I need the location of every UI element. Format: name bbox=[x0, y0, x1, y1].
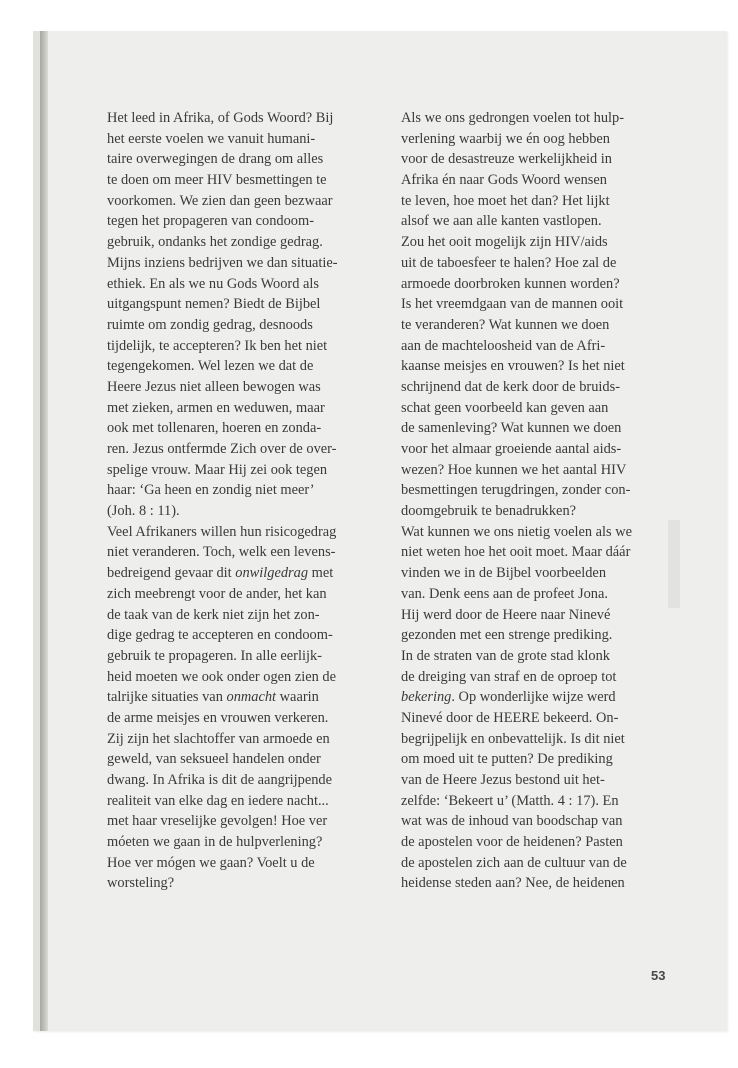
right-column-line: voor het almaar groeiende aantal aids- bbox=[401, 441, 622, 457]
italic-word: onwilgedrag bbox=[235, 565, 309, 582]
right-column-line: heidense steden aan? Nee, de heidenen bbox=[401, 875, 625, 892]
right-column-line: Als we ons gedrongen voelen tot hulp- bbox=[401, 110, 625, 126]
right-column-line: verlening waarbij we én oog hebben bbox=[401, 130, 610, 147]
right-column-line: schrijnend dat de kerk door de bruids- bbox=[401, 378, 620, 395]
right-column-line: besmettingen terugdringen, zonder con- bbox=[401, 482, 631, 499]
right-column-line: uit de taboesfeer te halen? Hoe zal de bbox=[401, 254, 617, 271]
left-column-line: ook met tollenaren, hoeren en zonda- bbox=[107, 420, 322, 437]
left-column-line: de arme meisjes en vrouwen verkeren. bbox=[107, 709, 329, 726]
right-column-line: schat geen voorbeeld kan geven aan bbox=[401, 399, 609, 416]
left-column-line: dige gedrag te accepteren en condoom- bbox=[107, 627, 333, 644]
left-column-line: ethiek. En als we nu Gods Woord als bbox=[107, 275, 320, 292]
left-column-line: talrijke situaties van onmacht waarin bbox=[107, 689, 319, 706]
left-column-line: haar: ‘Ga heen en zondig niet meer’ bbox=[107, 482, 315, 499]
right-column-line: aan de machteloosheid van de Afri- bbox=[401, 337, 606, 354]
left-column-line: bedreigend gevaar dit onwilgedrag met bbox=[107, 565, 334, 582]
left-column-line: taire overwegingen de drang om alles bbox=[107, 151, 324, 168]
left-column-line: Het leed in Afrika, of Gods Woord? Bij bbox=[107, 110, 334, 126]
right-column-line: voor de desastreuze werkelijkheid in bbox=[401, 151, 612, 168]
right-column-line: doomgebruik te benadrukken? bbox=[401, 503, 577, 520]
right-column-line: te leven, hoe moet het dan? Het lijkt bbox=[401, 192, 610, 209]
left-column-line: met haar vreselijke gevolgen! Hoe ver bbox=[107, 813, 328, 830]
left-column-line: realiteit van elke dag en iedere nacht... bbox=[107, 792, 329, 809]
book-binding bbox=[40, 31, 48, 1031]
left-column-line: gebruik, ondanks het zondige gedrag. bbox=[107, 234, 323, 251]
show-through-mark bbox=[668, 520, 680, 608]
left-column-line: tegen het propageren van condoom- bbox=[107, 213, 314, 230]
right-column-line: de apostelen zich aan de cultuur van de bbox=[401, 854, 627, 871]
right-column-line: van. Denk eens aan de profeet Jona. bbox=[401, 585, 608, 602]
right-column-line: alsof we aan alle kanten vastlopen. bbox=[401, 213, 602, 230]
right-column-line: armoede doorbroken kunnen worden? bbox=[401, 275, 620, 292]
right-column-line: niet weten hoe het ooit moet. Maar dáár bbox=[401, 544, 631, 561]
right-column-line: wezen? Hoe kunnen we het aantal HIV bbox=[401, 461, 627, 478]
left-column-line: tijdelijk, te accepteren? Ik ben het niet bbox=[107, 337, 328, 354]
right-column-line: gezonden met een strenge prediking. bbox=[401, 627, 613, 644]
left-column-line: (Joh. 8 : 11). bbox=[107, 503, 180, 520]
left-column-line: Heere Jezus niet alleen bewogen was bbox=[107, 378, 321, 395]
left-column-line: niet veranderen. Toch, welk een levens- bbox=[107, 544, 336, 561]
right-column-line: Afrika én naar Gods Woord wensen bbox=[401, 172, 607, 189]
left-column-line: te doen om meer HIV besmettingen te bbox=[107, 172, 327, 189]
right-column-line: Hij werd door de Heere naar Ninevé bbox=[401, 606, 611, 623]
right-column-line: kaanse meisjes en vrouwen? Is het niet bbox=[401, 358, 625, 375]
right-column-line: Ninevé door de HEERE bekeerd. On- bbox=[401, 709, 619, 726]
left-column-line: de taak van de kerk niet zijn het zon- bbox=[107, 606, 320, 623]
right-column-line: Is het vreemdgaan van de mannen ooit bbox=[401, 296, 624, 313]
left-column-line: Mijns inziens bedrijven we dan situatie- bbox=[107, 254, 338, 271]
right-column-line: om moed uit te putten? De prediking bbox=[401, 751, 613, 768]
left-column-line: het eerste voelen we vanuit humani- bbox=[107, 130, 316, 147]
left-text-column bbox=[107, 108, 377, 894]
left-column-line: dwang. In Afrika is dit de aangrijpende bbox=[107, 772, 332, 788]
left-column-line: gebruik te propageren. In alle eerlijk- bbox=[107, 647, 322, 664]
left-column-line: ren. Jezus ontfermde Zich over de over- bbox=[107, 441, 337, 457]
right-column-line: Wat kunnen we ons nietig voelen als we bbox=[401, 523, 633, 540]
left-column-line: móeten we gaan in de hulpverlening? bbox=[107, 834, 323, 851]
left-column-line: spelige vrouw. Maar Hij zei ook tegen bbox=[107, 461, 328, 478]
left-column-line: geweld, van seksueel handelen onder bbox=[107, 751, 321, 768]
right-column-line: wat was de inhoud van boodschap van bbox=[401, 813, 623, 830]
right-column-line: van de Heere Jezus bestond uit het- bbox=[401, 772, 605, 788]
left-column-line: Hoe ver mógen we gaan? Voelt u de bbox=[107, 854, 315, 871]
right-column-line: de dreiging van straf en de oproep tot bbox=[401, 668, 617, 685]
italic-word: bekering bbox=[401, 689, 452, 706]
right-column-line: begrijpelijk en onbevattelijk. Is dit niet bbox=[401, 730, 625, 747]
right-column-line: te veranderen? Wat kunnen we doen bbox=[401, 316, 610, 333]
left-column-line: worsteling? bbox=[107, 875, 175, 892]
left-column-line: zich meebrengt voor de ander, het kan bbox=[107, 585, 327, 602]
right-column-line: vinden we in de Bijbel voorbeelden bbox=[401, 565, 607, 582]
right-column-line: de apostelen voor de heidenen? Pasten bbox=[401, 834, 623, 851]
right-column-line: bekering. Op wonderlijke wijze werd bbox=[401, 689, 616, 706]
right-column-line: zelfde: ‘Bekeert u’ (Matth. 4 : 17). En bbox=[401, 792, 619, 809]
left-column-line: heid moeten we ook onder ogen zien de bbox=[107, 668, 336, 685]
left-column-line: tegengekomen. Wel lezen we dat de bbox=[107, 358, 314, 375]
right-text-column bbox=[401, 108, 666, 894]
right-column-line: In de straten van de grote stad klonk bbox=[401, 647, 611, 664]
page-number: 53 bbox=[651, 968, 666, 983]
left-column-line: Veel Afrikaners willen hun risicogedrag bbox=[107, 523, 337, 540]
left-column-line: met zieken, armen en weduwen, maar bbox=[107, 399, 325, 416]
right-column-line: de samenleving? Wat kunnen we doen bbox=[401, 420, 622, 437]
left-column-line: uitgangspunt nemen? Biedt de Bijbel bbox=[107, 296, 321, 313]
left-column-line: voorkomen. We zien dan geen bezwaar bbox=[107, 192, 333, 209]
left-column-line: ruimte om zondig gedrag, desnoods bbox=[107, 316, 313, 333]
left-column-line: Zij zijn het slachtoffer van armoede en bbox=[107, 730, 330, 747]
italic-word: onmacht bbox=[226, 689, 277, 706]
right-column-line: Zou het ooit mogelijk zijn HIV/aids bbox=[401, 234, 608, 251]
page-gutter-shadow bbox=[33, 31, 40, 1031]
